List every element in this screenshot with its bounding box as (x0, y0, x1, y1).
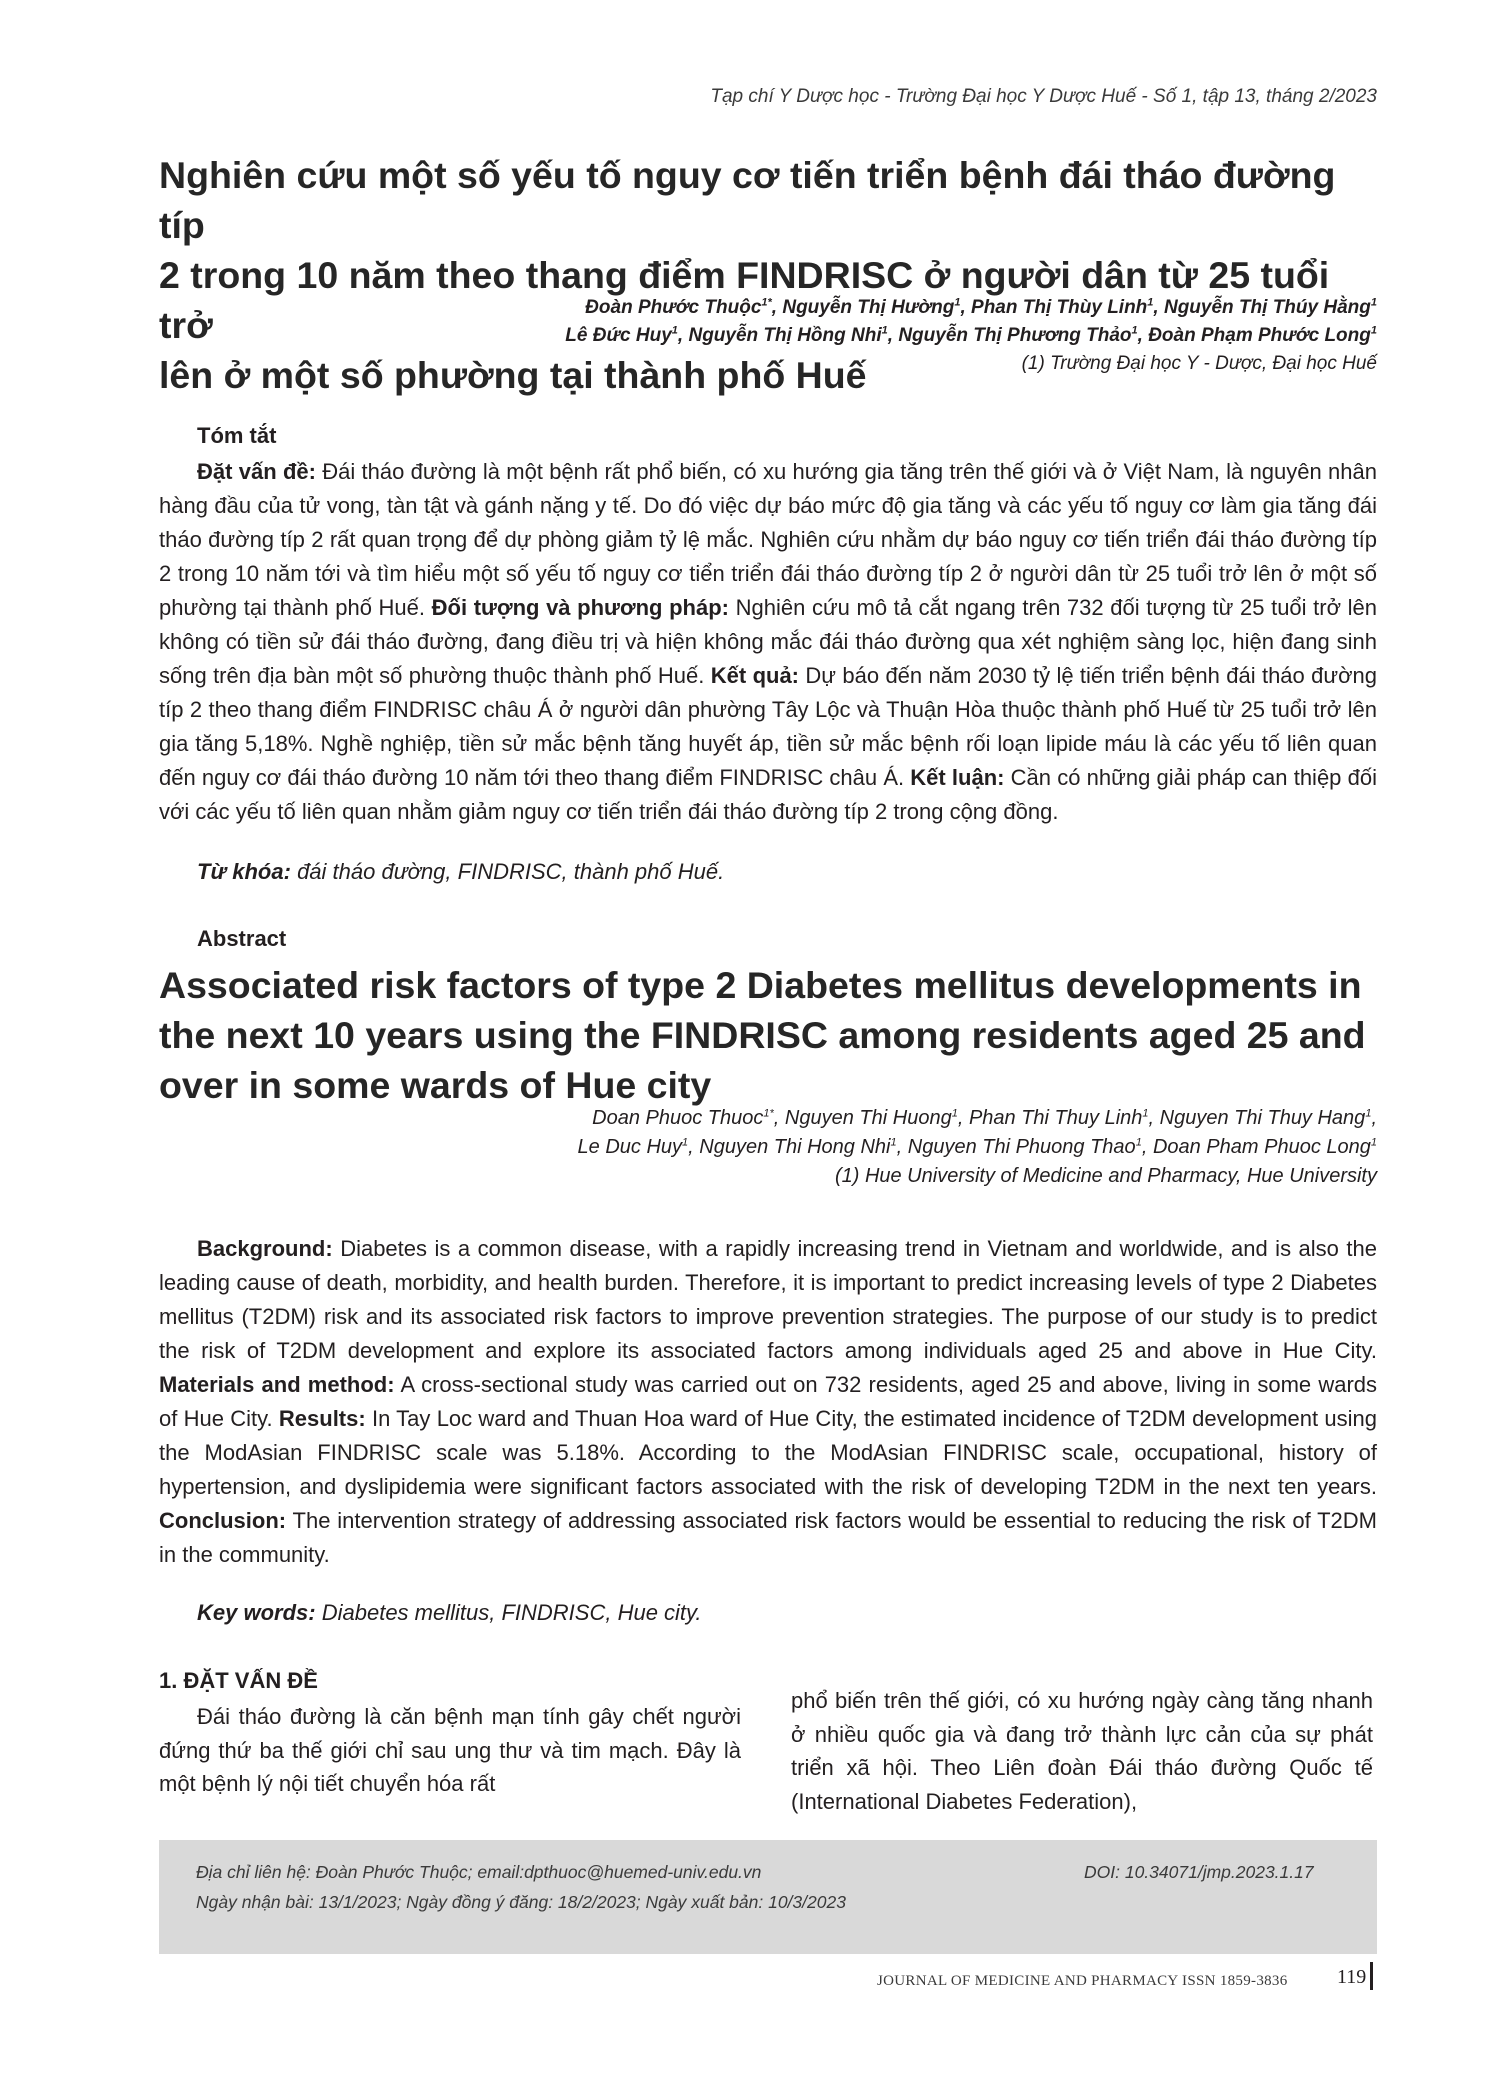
running-header: Tạp chí Y Dược học - Trường Đại học Y Dược Huế - Số 1, tập 13, tháng 2/2023 (710, 86, 1377, 107)
en-keywords (197, 1600, 702, 1626)
vietnamese-authors (565, 294, 1377, 378)
vi-results-label: Kết quả: (710, 663, 800, 688)
en-keywords-label: Key words: (197, 1600, 316, 1625)
vi-author-line-1: Đoàn Phước Thuộc$^{1*}$, Nguyễn Thị Hường$^1$, Phan Thị Thùy Linh$^1$, Nguyễn Thị Thúy Hằng$^1$ (585, 296, 1377, 318)
vi-title-line-2: 2 trong 10 năm theo thang điểm FINDRISC ở người dân từ 25 tuổi trở (159, 254, 1330, 346)
en-title-line-3: over in some wards of Hue city (159, 1064, 712, 1106)
author-name: Đoàn Phạm Phước Long (1148, 325, 1371, 346)
en-conclusion-text: The intervention strategy of addressing associated risk factors would be essential to reducing the risk of T2DM in the community. (159, 1508, 1377, 1567)
author-name: Nguyễn Thị Hồng Nhi (688, 325, 882, 346)
author-name: Le Duc Huy (577, 1136, 683, 1158)
vi-abstract-body (159, 455, 1377, 829)
en-conclusion-label: Conclusion: (159, 1508, 287, 1533)
en-results-label: Results: (278, 1406, 366, 1431)
vi-methods-text: Nghiên cứu mô tả cắt ngang trên 732 đối tượng từ 25 tuổi trở lên không có tiền sử đái tháo đường, đang điều trị và hiện không mắc đái tháo đường qua xét nghiệm sàng lọc, hiện đang sinh sống trên địa bàn một số phường thuộc thành phố Huế. (159, 595, 1378, 688)
contact-line: Địa chỉ liên hệ: Đoàn Phước Thuộc; email:dpthuoc@huemed-univ.edu.vn (196, 1862, 762, 1882)
en-results-text: In Tay Loc ward and Thuan Hoa ward of Hue City, the estimated incidence of T2DM development using the ModAsian FINDRISC scale was 5.18%. According to the ModAsian FINDRISC scale, occupational, history of hypertension, and dyslipidemia were significant factors associated with the risk of developing T2DM in the next ten years. (159, 1406, 1377, 1499)
author-name: Nguyen Thi Huong (784, 1107, 952, 1129)
vi-affiliation: (1) Trường Đại học Y - Dược, Đại học Huế (1021, 353, 1377, 374)
vi-abstract-heading: Tóm tắt (197, 423, 277, 448)
vi-title-line-1: Nghiên cứu một số yếu tố nguy cơ tiến triển bệnh đái tháo đường típ (159, 154, 1336, 246)
author-name: Doan Phuoc Thuoc (592, 1107, 764, 1129)
author-name: Phan Thi Thuy Linh (968, 1107, 1143, 1129)
vi-keywords (197, 859, 724, 885)
en-background-label: Background: (197, 1236, 333, 1261)
page-number-bar (1370, 1962, 1373, 1990)
author-name: Nguyen Thi Phuong Thao (907, 1136, 1136, 1158)
doi-line: DOI: 10.34071/jmp.2023.1.17 (1084, 1862, 1314, 1882)
page-number: 119 (1337, 1966, 1367, 1988)
author-name: Doan Pham Phuoc Long (1152, 1136, 1371, 1158)
vi-title-line-3: lên ở một số phường tại thành phố Huế (159, 354, 867, 396)
vi-background-label: Đặt vấn đề: (197, 459, 316, 484)
section-1-heading: 1. ĐẶT VẤN ĐỀ (159, 1668, 318, 1693)
vi-conclusion-label: Kết luận: (910, 765, 1005, 790)
english-authors (578, 1104, 1377, 1191)
author-name: Nguyễn Thị Phương Thảo (898, 325, 1132, 346)
dates-line: Ngày nhận bài: 13/1/2023; Ngày đồng ý đăng: 18/2/2023; Ngày xuất bản: 10/3/2023 (196, 1892, 846, 1912)
section-1-right-column: phổ biến trên thế giới, có xu hướng ngày càng tăng nhanh ở nhiều quốc gia và đang trở thành lực cản của sự phát triển xã hội. Theo Liên đoàn Đái tháo đường Quốc tế (International Diabetes Federation), (791, 1688, 1373, 1814)
en-title-line-2: the next 10 years using the FINDRISC among residents aged 25 and (159, 1014, 1366, 1056)
author-name: Nguyễn Thị Hường (782, 297, 955, 318)
en-keywords-text: Diabetes mellitus, FINDRISC, Hue city. (321, 1600, 702, 1625)
author-name: Phan Thị Thùy Linh (971, 297, 1148, 318)
author-name: Nguyen Thi Hong Nhi (699, 1136, 891, 1158)
vi-conclusion-text: Cần có những giải pháp can thiệp đối với các yếu tố liên quan nhằm giảm nguy cơ tiến triển đái tháo đường típ 2 trong cộng đồng. (159, 765, 1377, 824)
author-name: Nguyễn Thị Thúy Hằng (1163, 297, 1371, 318)
section-1-left-text: Đái tháo đường là căn bệnh mạn tính gây chết người đứng thứ ba thế giới chỉ sau ung thư và tim mạch. Đây là một bệnh lý nội tiết chuyển hóa rất (159, 1704, 741, 1796)
vi-author-line-2: Lê Đức Huy$^1$, Nguyễn Thị Hồng Nhi$^1$, Nguyễn Thị Phương Thảo$^1$, Đoàn Phạm Phước Long$^1$ (565, 324, 1377, 346)
en-methods-text: A cross-sectional study was carried out on 732 residents, aged 25 and above, living in some wards of Hue City. (159, 1372, 1378, 1431)
en-affiliation: (1) Hue University of Medicine and Pharmacy, Hue University (834, 1165, 1377, 1187)
author-name: Nguyen Thi Thuy Hang (1159, 1107, 1366, 1129)
vi-results-text: Dự báo đến năm 2030 tỷ lệ tiến triển bệnh đái tháo đường típ 2 theo thang điểm FINDRISC châu Á ở người dân phường Tây Lộc và Thuận Hòa thuộc thành phố Huế từ 25 tuổi trở lên gia tăng 5,18%. Nghề nghiệp, tiền sử mắc bệnh tăng huyết áp, tiền sử mắc bệnh rối loạn lipide máu là các yếu tố liên quan đến nguy cơ đái tháo đường 10 năm tới theo thang điểm FINDRISC châu Á. (159, 663, 1378, 790)
author-name: Lê Đức Huy (565, 325, 672, 346)
section-1-left-column (159, 1700, 741, 1801)
english-title (159, 960, 1379, 1110)
en-title-line-1: Associated risk factors of type 2 Diabetes mellitus developments in (159, 964, 1362, 1006)
vi-keywords-text: đái tháo đường, FINDRISC, thành phố Huế. (297, 859, 725, 884)
en-methods-label: Materials and method: (159, 1372, 395, 1397)
journal-footer: JOURNAL OF MEDICINE AND PHARMACY ISSN 1859-3836 (877, 1973, 1288, 1989)
en-author-line-2: Le Duc Huy$^1$, Nguyen Thi Hong Nhi$^1$, Nguyen Thi Phuong Thao$^1$, Doan Pham Phuoc Long$^1$ (577, 1136, 1377, 1158)
en-background-text: Diabetes is a common disease, with a rapidly increasing trend in Vietnam and worldwide, and is also the leading cause of death, morbidity, and health burden. Therefore, it is important to predict increasing levels of type 2 Diabetes mellitus (T2DM) risk and its associated risk factors to improve prevention strategies. The purpose of our study is to predict the risk of T2DM development and explore its associated factors among individuals aged 25 and above in Hue City. (159, 1236, 1377, 1363)
en-author-line-1: Doan Phuoc Thuoc$^{1*}$, Nguyen Thi Huong$^1$, Phan Thi Thuy Linh$^1$, Nguyen Thi Thuy Hang$^1$, (592, 1107, 1377, 1129)
vi-background-text: Đái tháo đường là một bệnh rất phổ biến, có xu hướng gia tăng trên thế giới và ở Việt Nam, là nguyên nhân hàng đầu của tử vong, tàn tật và gánh nặng y tế. Do đó việc dự báo mức độ gia tăng và các yếu tố nguy cơ làm gia tăng đái tháo đường típ 2 rất quan trọng để dự phòng giảm tỷ lệ mắc. Nghiên cứu nhằm dự báo nguy cơ tiến triển đái tháo đường típ 2 trong 10 năm tới và tìm hiểu một số yếu tố nguy cơ tiển triển đái tháo đường típ 2 ở người dân từ 25 tuổi trở lên ở một số phường tại thành phố Huế. (159, 459, 1377, 620)
vi-keywords-label: Từ khóa: (197, 859, 291, 884)
author-name: Đoàn Phước Thuộc (585, 297, 762, 318)
correspondence-box (159, 1840, 1377, 1954)
vi-methods-label: Đối tượng và phương pháp: (431, 595, 729, 620)
en-abstract-heading: Abstract (197, 926, 287, 951)
en-abstract-body (159, 1232, 1377, 1572)
